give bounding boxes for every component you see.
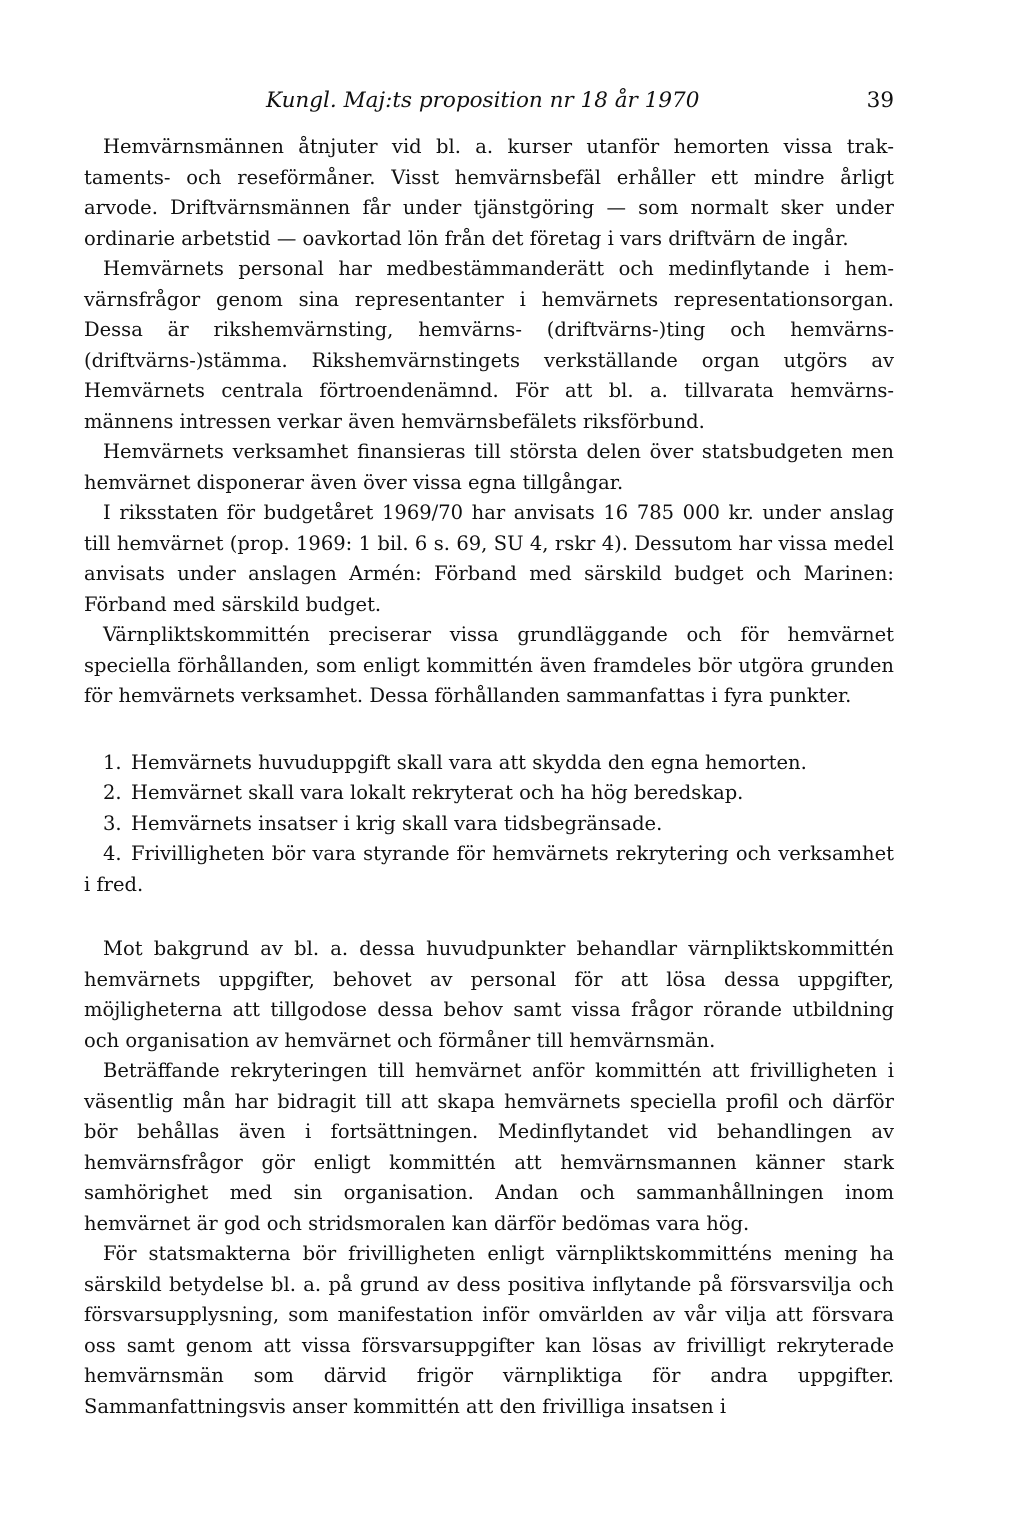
running-title: Kungl. Maj:ts proposition nr 18 år 1970 bbox=[266, 88, 700, 113]
list-item-text: Hemvärnets insatser i krig skall vara tidsbegränsade. bbox=[131, 811, 663, 835]
paragraph: Hemvärnets verksamhet finansieras till största delen över statsbudgeten men hemvärnet disponerar även över vissa egna tillgångar. bbox=[84, 440, 894, 494]
list-item bbox=[84, 809, 894, 840]
list-item-number: 3. bbox=[103, 811, 122, 835]
page-number: 39 bbox=[866, 88, 894, 113]
paragraph: Värnpliktskommittén preciserar vissa grundläggande och för hemvärnet speciella förhållanden, som enligt kommittén även framdeles bör utgöra grunden för hemvärnets verksamhet. Dessa förhållanden sammanfattas i fyra punkter. bbox=[84, 623, 894, 707]
paragraph: Hemvärnsmännen åtnjuter vid bl. a. kurser utanför hemorten vissa traktaments- och reseförmåner. Visst hemvärnsbefäl erhåller ett mindre årligt arvode. Driftvärnsmännen får under tjänstgöring — som normalt sker under ordinarie arbetstid — oavkortad lön från det företag i vars driftvärn de ingår. bbox=[84, 135, 894, 250]
paragraph: Beträffande rekryteringen till hemvärnet anför kommittén att frivilligheten i väsentlig mån har bidragit till att skapa hemvärnets speciella profil och därför bör behållas även i fortsättningen. Medinflytandet vid behandlingen av hemvärnsfrågor gör enligt kommittén att hemvärnsmannen känner stark samhörighet med sin organisation. Andan och sammanhållningen inom hemvärnet är god och stridsmoralen kan därför bedömas vara hög. bbox=[84, 1059, 894, 1235]
list-item-text: Hemvärnets huvuduppgift skall vara att skydda den egna hemorten. bbox=[131, 750, 807, 774]
list-item bbox=[84, 839, 894, 900]
list-item bbox=[84, 778, 894, 809]
list-item-number: 2. bbox=[103, 781, 122, 804]
paragraph: Mot bakgrund av bl. a. dessa huvudpunkter behandlar värnpliktskommittén hemvärnets uppgifter, behovet av personal för att lösa dessa uppgifter, möjligheterna att tillgodose dessa behov samt vissa frågor rörande utbildning och organisation av hemvärnet och förmåner till hemvärnsmän. bbox=[84, 937, 894, 1052]
list-item bbox=[84, 748, 894, 779]
body-text-top bbox=[84, 132, 894, 712]
paragraph: För statsmakterna bör frivilligheten enligt värnpliktskommitténs mening ha särskild betydelse bl. a. på grund av dess positiva inflytande på försvarsvilja och försvarsupplysning, som manifestation inför omvärlden av vår vilja att försvara oss samt genom att vissa försvarsuppgifter kan lösas av frivilligt rekryterade hemvärnsmän som därvid frigör värnpliktiga för andra uppgifter. Sammanfattningsvis anser kommittén att den frivilliga insatsen i bbox=[84, 1242, 894, 1418]
points-list bbox=[84, 748, 894, 901]
list-item-text: Hemvärnet skall vara lokalt rekryterat och ha hög beredskap. bbox=[131, 781, 744, 804]
page-header bbox=[84, 88, 894, 122]
list-item-number: 1. bbox=[103, 750, 122, 774]
body-text-bottom bbox=[84, 934, 894, 1422]
list-item-text: Frivilligheten bör vara styrande för hemvärnets rekrytering och verksamhet i fred. bbox=[84, 842, 894, 896]
paragraph: Hemvärnets personal har medbestämmanderätt och medinflytande i hemvärnsfrågor genom sina representanter i hemvärnets representationsorgan. Dessa är rikshemvärnsting, hemvärns- (driftvärns-)ting och hemvärns(driftvärns-)stämma. Rikshemvärnstingets verkställande organ utgörs av Hemvärnets centrala förtroendenämnd. För att bl. a. tillvarata hemvärnsmännens intressen verkar även hemvärnsbefälets riksförbund. bbox=[84, 257, 894, 433]
paragraph: I riksstaten för budgetåret 1969/70 har anvisats 16 785 000 kr. under anslag till hemvärnet (prop. 1969: 1 bil. 6 s. 69, SU 4, rskr 4). Dessutom har vissa medel anvisats under anslagen Armén: Förband med särskild budget och Marinen: Förband med särskild budget. bbox=[84, 501, 894, 616]
list-item-number: 4. bbox=[103, 842, 122, 865]
document-page bbox=[84, 88, 894, 1422]
